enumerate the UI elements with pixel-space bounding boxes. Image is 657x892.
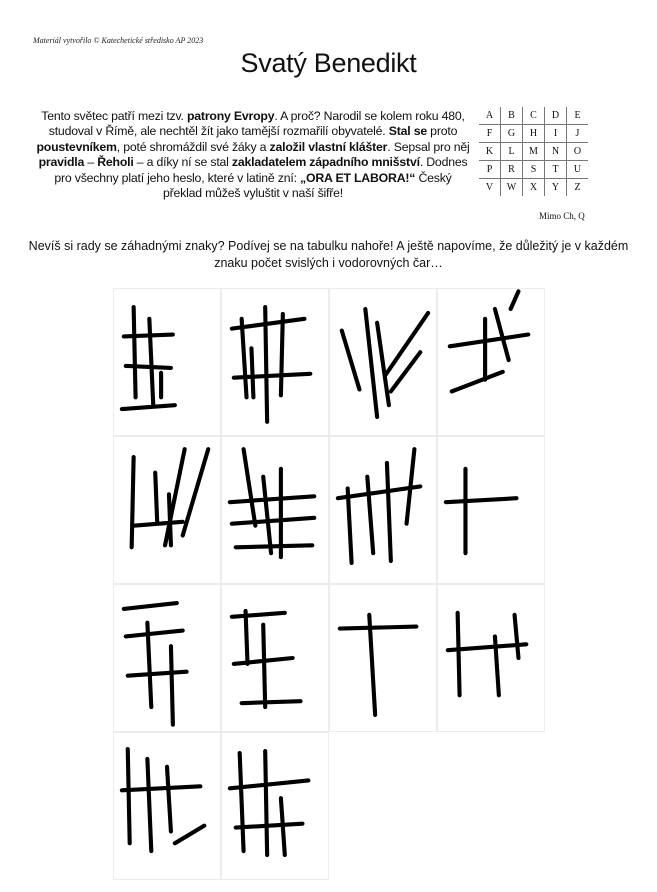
glyph-stroke (232, 518, 314, 524)
glyph-stroke (175, 826, 204, 844)
intro-paragraph: Tento světec patří mezi tzv. patrony Evropy. A proč? Narodil se kolem roku 480, studoval v Římě, ale nechtěl žít jako tamější rozmařilí obyvatelé. Stal se proto poustevníkem, poté shromáždil své žáky a založil vlastní klášter. Sepsal pro něj pravidla – Řeholi – a díky ní se stal zakladatelem západního mnišství. Dodnes pro všechny platí jeho heslo, které v latině zní: „ORA ET LABORA!“ Český překlad můžeš vyluštit v naší šifře! (36, 109, 470, 201)
glyph-stroke (495, 309, 509, 360)
cipher-cell: P (479, 161, 501, 179)
glyph-stroke (171, 646, 173, 725)
glyph-stroke (149, 319, 153, 405)
cipher-glyph (438, 585, 544, 731)
cipher-glyph (330, 437, 436, 583)
cipher-cell: J (567, 125, 589, 143)
cipher-note: Mimo Ch, Q (539, 211, 585, 221)
page-title: Svatý Benedikt (240, 48, 417, 78)
cipher-cell: R (501, 161, 523, 179)
glyph-stroke (126, 366, 171, 368)
glyph-cell (113, 732, 221, 880)
cipher-cell: D (545, 107, 567, 125)
cipher-row (479, 143, 588, 161)
glyph-cell (113, 584, 221, 732)
glyph-stroke (155, 473, 157, 522)
glyph-stroke (242, 319, 247, 398)
glyph-stroke (240, 753, 244, 851)
glyph-cell (329, 584, 437, 732)
glyph-stroke (263, 477, 271, 554)
glyph-stroke (134, 522, 183, 526)
cipher-glyph (438, 437, 544, 583)
cipher-glyph (222, 733, 328, 879)
glyph-stroke (458, 613, 460, 695)
glyph-stroke (128, 749, 130, 843)
cipher-row (479, 161, 588, 179)
cipher-cell: B (501, 107, 523, 125)
cipher-glyph (114, 585, 220, 731)
cipher-cell: O (567, 143, 589, 161)
glyph-stroke (263, 625, 265, 707)
cipher-cell: T (545, 161, 567, 179)
cipher-cell: G (501, 125, 523, 143)
glyph-stroke (340, 627, 417, 629)
glyph-stroke (244, 449, 256, 526)
cipher-glyph (114, 733, 220, 879)
glyph-stroke (246, 611, 248, 664)
cipher-row (479, 125, 588, 143)
glyph-stroke (251, 348, 253, 397)
glyph-stroke (236, 824, 303, 828)
cipher-cell: H (523, 125, 545, 143)
glyph-stroke (450, 335, 529, 347)
glyph-stroke (281, 314, 283, 395)
cipher-glyph (438, 289, 544, 435)
glyph-stroke (515, 615, 519, 658)
glyph-stroke (377, 323, 389, 405)
glyph-cell (221, 732, 329, 880)
cipher-cell: C (523, 107, 545, 125)
cipher-table (479, 107, 588, 196)
cipher-cell: Y (545, 179, 567, 197)
glyph-cell (221, 436, 329, 584)
glyph-stroke (242, 701, 301, 703)
glyph-stroke (342, 331, 360, 390)
glyph-stroke (236, 545, 313, 547)
glyph-stroke (446, 498, 517, 502)
glyph-stroke (128, 672, 187, 676)
glyph-stroke (232, 613, 285, 617)
glyph-cell (437, 436, 545, 584)
cipher-cell: W (501, 179, 523, 197)
credit-line: Materiál vytvořilo © Katechetické středisko AP 2023 (33, 36, 204, 45)
cipher-glyph (330, 585, 436, 731)
cipher-cell: L (501, 143, 523, 161)
glyph-cell (329, 436, 437, 584)
cipher-cell: E (567, 107, 589, 125)
cipher-glyph (330, 289, 436, 435)
cipher-glyph (114, 437, 220, 583)
glyph-stroke (183, 449, 209, 535)
glyph-stroke (122, 405, 175, 409)
glyph-stroke (365, 309, 377, 417)
glyph-stroke (132, 457, 134, 547)
cipher-cell: Z (567, 179, 589, 197)
cipher-cell: M (523, 143, 545, 161)
cipher-cell: U (567, 161, 589, 179)
glyph-cell (113, 436, 221, 584)
glyph-stroke (387, 463, 391, 561)
cipher-glyph (222, 585, 328, 731)
glyph-stroke (367, 477, 373, 554)
cipher-cell: F (479, 125, 501, 143)
glyph-cell (437, 288, 545, 436)
cipher-cell: X (523, 179, 545, 197)
glyph-cell (113, 288, 221, 436)
glyph-stroke (511, 291, 519, 309)
glyph-cell (221, 288, 329, 436)
cipher-row (479, 179, 588, 197)
cipher-cell: V (479, 179, 501, 197)
glyph-stroke (369, 615, 375, 715)
hint-paragraph: Nevíš si rady se záhadnými znaky? Podívej se na tabulku nahoře! A ještě napovíme, že důležitý je v každém znaku počet svislých i vodorovných čar… (28, 239, 629, 270)
cipher-cell: S (523, 161, 545, 179)
glyph-stroke (167, 767, 171, 832)
cipher-glyph (222, 289, 328, 435)
cipher-glyph (114, 289, 220, 435)
cipher-cell: I (545, 125, 567, 143)
glyph-stroke (124, 603, 177, 609)
glyph-stroke (452, 372, 503, 392)
glyph-stroke (230, 496, 314, 502)
glyph-cell (329, 288, 437, 436)
glyph-stroke (134, 307, 136, 397)
glyph-cell (221, 584, 329, 732)
cipher-cell: K (479, 143, 501, 161)
glyph-stroke (385, 313, 428, 376)
glyph-stroke (122, 786, 201, 790)
glyph-stroke (147, 759, 151, 851)
glyph-stroke (265, 751, 267, 855)
cipher-cell: A (479, 107, 501, 125)
cipher-glyph-grid (113, 288, 545, 888)
cipher-glyph (222, 437, 328, 583)
glyph-cell (437, 584, 545, 732)
cipher-cell: N (545, 143, 567, 161)
glyph-stroke (126, 631, 183, 637)
glyph-stroke (124, 335, 173, 337)
cipher-row (479, 107, 588, 125)
glyph-stroke (348, 488, 352, 563)
